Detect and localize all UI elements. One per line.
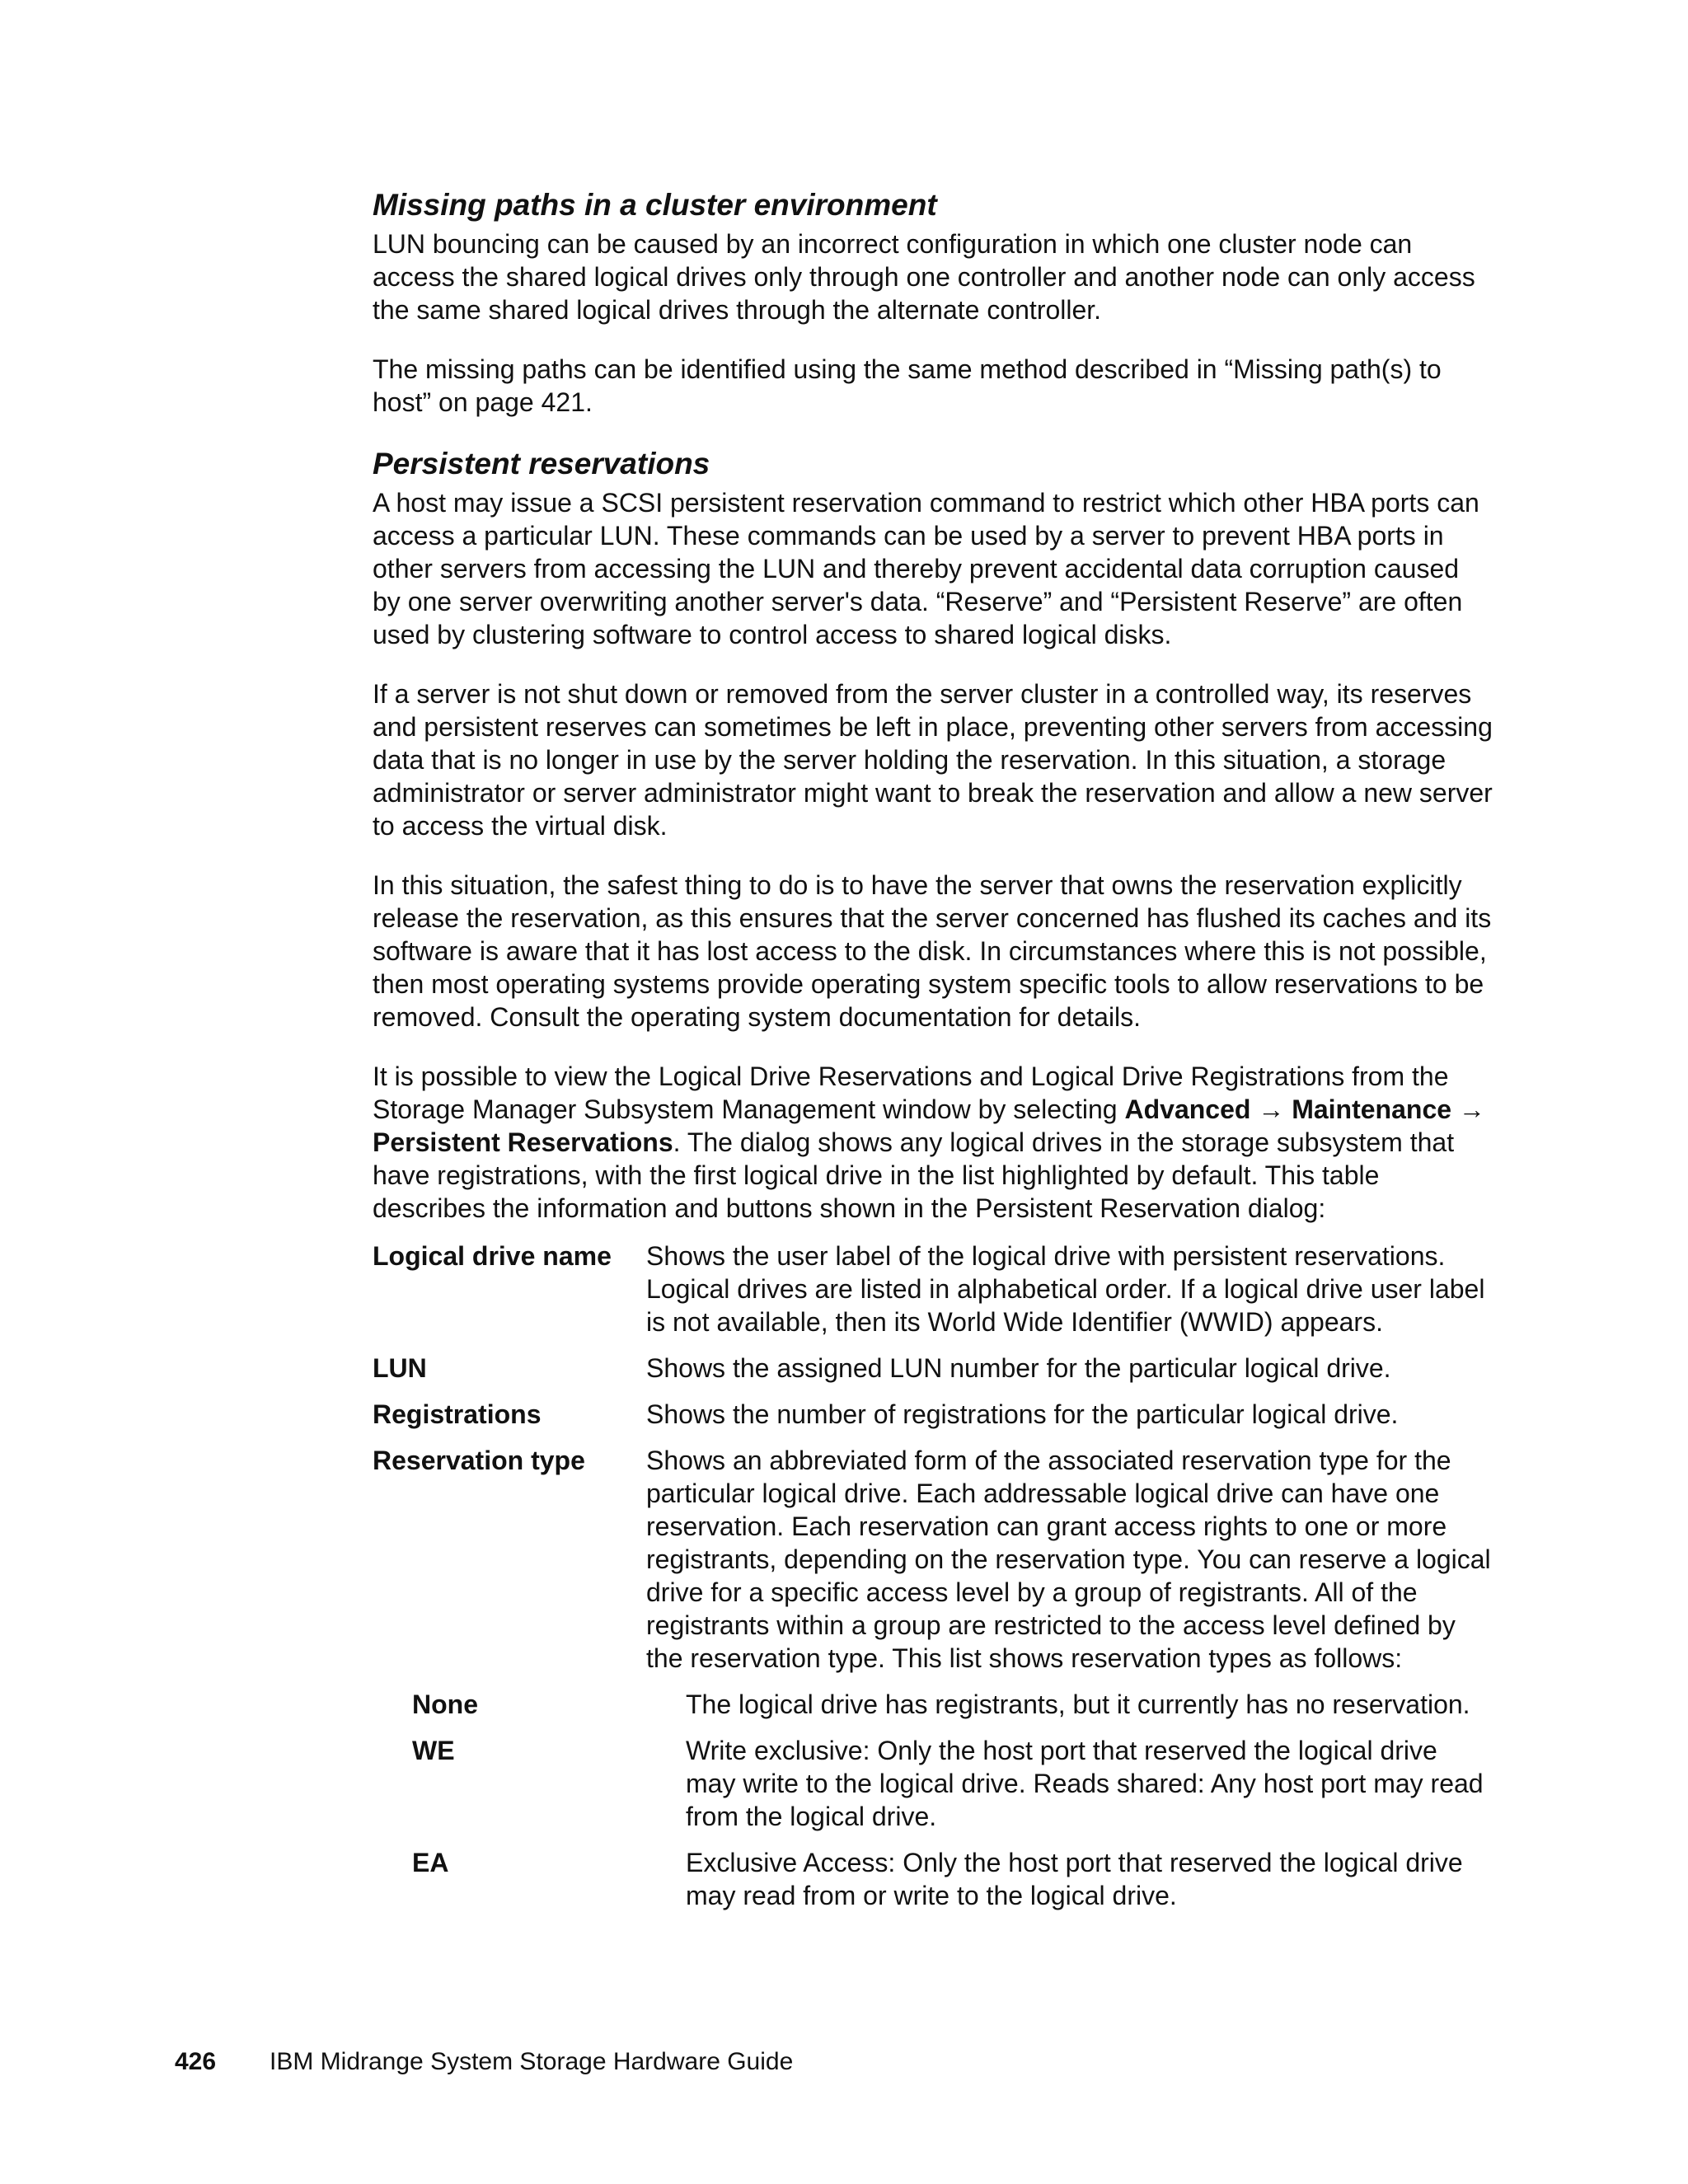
text-run: . The dialog shows any logical drives in the storage subsystem that have registrations, with the first logical drive in the list highlighted by default. This table describes the information and buttons shown in the Persistent Reservation dialog: <box>373 1127 1455 1223</box>
page-footer <box>175 2046 793 2079</box>
reservation-type-desc: Exclusive Access: Only the host port that reserved the logical drive may read from or write to the logical drive. <box>686 1848 1463 1910</box>
menu-advanced: Advanced <box>1124 1094 1251 1124</box>
definition-term: Reservation type <box>373 1446 585 1475</box>
text-run: It is possible to view the Logical Drive Reservations and Logical Drive Registrations from the Storage Manager Subsystem Management window by selecting <box>373 1062 1449 1124</box>
paragraph: In this situation, the safest thing to do is to have the server that owns the reservation explicitly release the reservation, as this ensures that the server concerned has flushed its caches and its software is aware that it has lost access to the disk. In circumstances where this is not possible, then most operating systems provide operating system specific tools to allow reservations to be removed. Consult the operating system documentation for details. <box>373 870 1492 1032</box>
paragraph: If a server is not shut down or removed from the server cluster in a controlled way, its reserves and persistent reserves can sometimes be left in place, preventing other servers from accessing data that is no longer in use by the server holding the reservation. In this situation, a storage administrator or server administrator might want to break the reservation and allow a new server to access the virtual disk. <box>373 679 1493 841</box>
menu-path-paragraph <box>373 1060 1493 1225</box>
paragraph: The missing paths can be identified using the same method described in “Missing path(s) to host” on page 421. <box>373 354 1442 417</box>
reservation-type-row <box>373 1688 1493 1721</box>
arrow-icon: → <box>1250 1094 1292 1124</box>
definition-row <box>373 1240 1493 1338</box>
page-number: 426 <box>175 2048 217 2075</box>
menu-maintenance: Maintenance <box>1292 1094 1452 1124</box>
paragraph: A host may issue a SCSI persistent reservation command to restrict which other HBA ports can access a particular LUN. These commands can be used by a server to prevent HBA ports in other servers from accessing the LUN and thereby prevent accidental data corruption caused by one server overwriting another server's data. “Reserve” and “Persistent Reserve” are often used by clustering software to control access to shared logical disks. <box>373 488 1479 649</box>
definition-desc: Shows the number of registrations for the particular logical drive. <box>646 1399 1399 1429</box>
definition-desc: Shows the assigned LUN number for the particular logical drive. <box>646 1353 1391 1383</box>
reservation-type-row <box>373 1846 1493 1912</box>
reservation-type-desc: The logical drive has registrants, but it currently has no reservation. <box>686 1690 1470 1719</box>
paragraph: LUN bouncing can be caused by an incorrect configuration in which one cluster node can access the shared logical drives only through one controller and another node can only access the same shared logical drives through the alternate controller. <box>373 229 1475 325</box>
section-heading-persistent-reservations: Persistent reservations <box>373 447 710 480</box>
reservation-type-term: None <box>412 1690 478 1719</box>
book-title: IBM Midrange System Storage Hardware Guide <box>270 2048 794 2075</box>
reservation-type-term: EA <box>412 1848 449 1877</box>
page-content <box>373 186 1493 1925</box>
arrow-icon: → <box>1451 1094 1485 1124</box>
reservation-type-term: WE <box>412 1736 455 1765</box>
definition-term: Logical drive name <box>373 1241 612 1271</box>
definition-desc: Shows an abbreviated form of the associated reservation type for the particular logical drive. Each addressable logical drive can have one reservation. Each reservation can grant access rights to one or more registrants, depending on the reservation type. You can reserve a logical drive for a specific access level by a group of registrants. All of the registrants within a group are restricted to the access level defined by the reservation type. This list shows reservation types as follows: <box>646 1446 1491 1673</box>
definition-term: Registrations <box>373 1399 542 1429</box>
definition-row <box>373 1352 1493 1385</box>
reservation-type-row <box>373 1734 1493 1833</box>
definition-term: LUN <box>373 1353 427 1383</box>
definition-row <box>373 1398 1493 1431</box>
menu-persistent-reservations: Persistent Reservations <box>373 1127 673 1157</box>
section-heading-missing-paths: Missing paths in a cluster environment <box>373 188 937 222</box>
definition-row <box>373 1444 1493 1675</box>
definition-desc: Shows the user label of the logical drive with persistent reservations. Logical drives are listed in alphabetical order. If a logical drive user label is not available, then its World Wide Identifier (WWID) appears. <box>646 1241 1485 1337</box>
reservation-type-desc: Write exclusive: Only the host port that reserved the logical drive may write to the logical drive. Reads shared: Any host port may read from the logical drive. <box>686 1736 1484 1831</box>
